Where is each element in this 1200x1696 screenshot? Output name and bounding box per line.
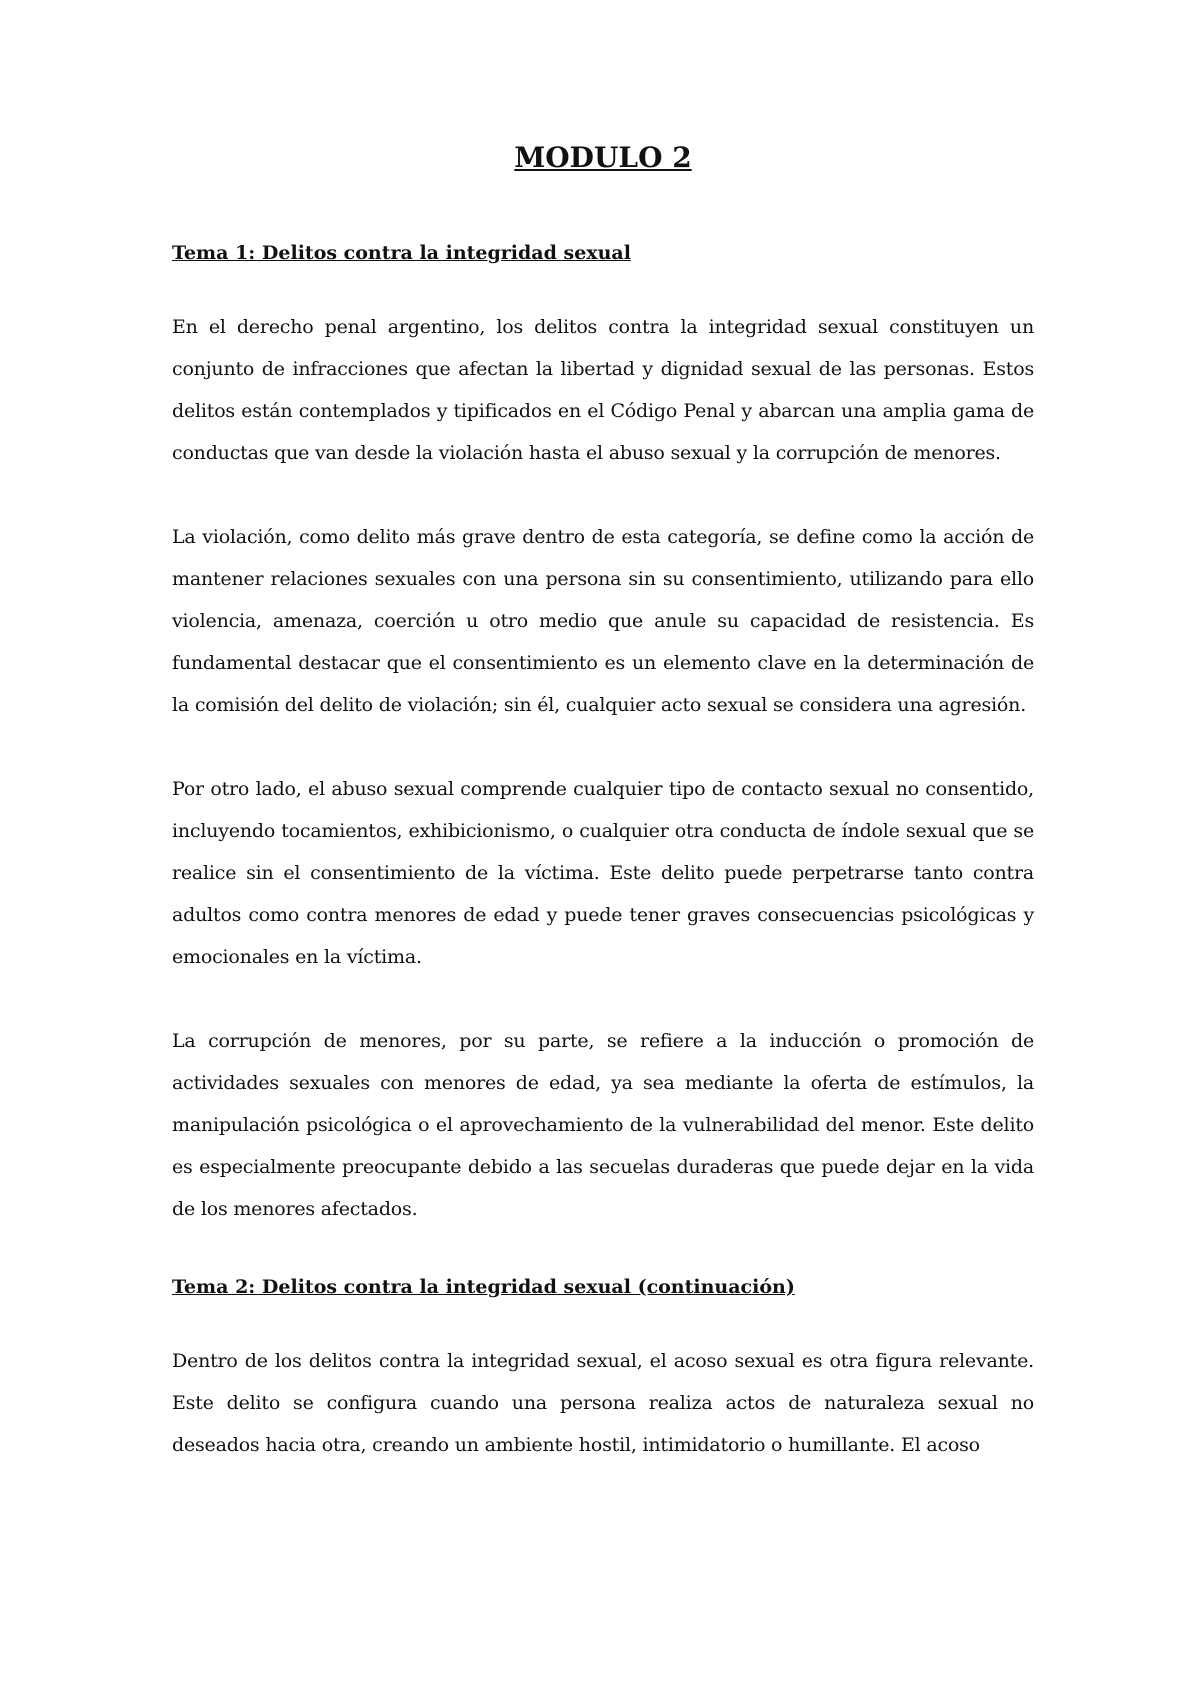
paragraph: La corrupción de menores, por su parte, se refiere a la inducción o promoción de actividades sexuales con menores de edad, ya sea mediante la oferta de estímulos, la manipulación psicológica o el aprovechamiento de la vulnerabilidad del menor. Este delito es especialmente preocupante debido a las secuelas duraderas que puede dejar en la vida de los menores afectados. bbox=[172, 1030, 1034, 1220]
section-tema-1 bbox=[172, 238, 1034, 1230]
document-title: MODULO 2 bbox=[514, 141, 692, 174]
paragraph: En el derecho penal argentino, los delitos contra la integridad sexual constituyen un conjunto de infracciones que afectan la libertad y dignidad sexual de las personas. Estos delitos están contemplados y tipificados en el Código Penal y abarcan una amplia gama de conductas que van desde la violación hasta el abuso sexual y la corrupción de menores. bbox=[172, 316, 1034, 464]
section-tema-2 bbox=[172, 1272, 1034, 1466]
section-heading: Tema 2: Delitos contra la integridad sexual (continuación) bbox=[172, 1276, 795, 1298]
section-heading: Tema 1: Delitos contra la integridad sexual bbox=[172, 242, 631, 264]
paragraph: Dentro de los delitos contra la integridad sexual, el acoso sexual es otra figura relevante. Este delito se configura cuando una persona realiza actos de naturaleza sexual no deseados hacia otra, creando un ambiente hostil, intimidatorio o humillante. El acoso bbox=[172, 1350, 1034, 1456]
paragraph: La violación, como delito más grave dentro de esta categoría, se define como la acción de mantener relaciones sexuales con una persona sin su consentimiento, utilizando para ello violencia, amenaza, coerción u otro medio que anule su capacidad de resistencia. Es fundamental destacar que el consentimiento es un elemento clave en la determinación de la comisión del delito de violación; sin él, cualquier acto sexual se considera una agresión. bbox=[172, 526, 1034, 716]
paragraph: Por otro lado, el abuso sexual comprende cualquier tipo de contacto sexual no consentido, incluyendo tocamientos, exhibicionismo, o cualquier otra conducta de índole sexual que se realice sin el consentimiento de la víctima. Este delito puede perpetrarse tanto contra adultos como contra menores de edad y puede tener graves consecuencias psicológicas y emocionales en la víctima. bbox=[172, 778, 1034, 968]
document-page bbox=[172, 138, 1034, 1466]
